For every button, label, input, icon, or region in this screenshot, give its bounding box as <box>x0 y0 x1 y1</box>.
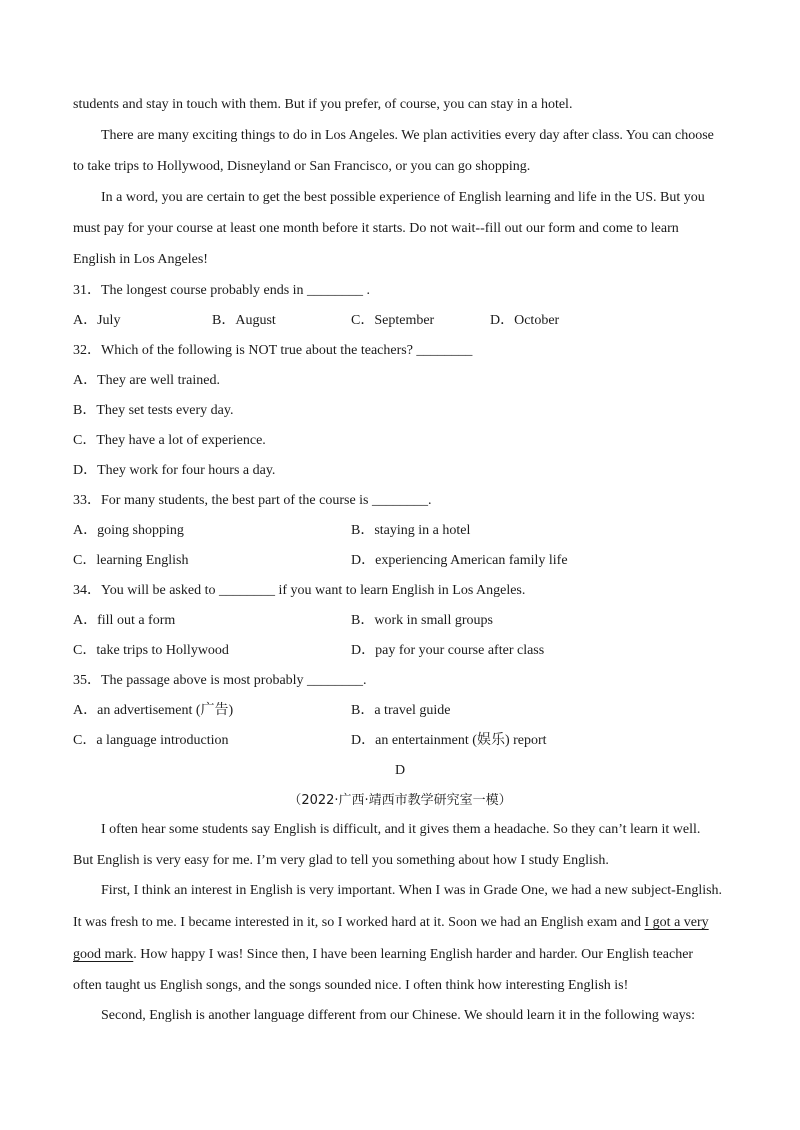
underlined-phrase: I got a very <box>644 915 709 930</box>
paragraph-line: often taught us English songs, and the songs sounded nice. I often think how interesting English is! <box>73 978 629 993</box>
question-35-stem: 35．The passage above is most probably ________. <box>73 673 367 688</box>
q32-option-a: A．They are well trained. <box>73 373 220 388</box>
paragraph-text: . How happy I was! Since then, I have been learning English harder and harder. Our English teacher <box>133 947 694 962</box>
paragraph-line: In a word, you are certain to get the best possible experience of English learning and life in the US. But you <box>101 190 705 205</box>
q33-option-d: D．experiencing American family life <box>351 553 568 568</box>
paragraph-line: I often hear some students say English is difficult, and it gives them a headache. So they can’t learn it well. <box>101 822 701 837</box>
paragraph-line: First, I think an interest in English is very important. When I was in Grade One, we had a new subject-English. <box>101 883 723 898</box>
underlined-phrase: good mark <box>73 947 134 962</box>
q31-option-d: D．October <box>490 313 560 328</box>
question-32-stem: 32．Which of the following is NOT true about the teachers? ________ <box>73 343 473 358</box>
question-34-stem: 34．You will be asked to ________ if you want to learn English in Los Angeles. <box>73 583 526 598</box>
paragraph-line: But English is very easy for me. I’m very glad to tell you something about how I study English. <box>73 853 609 868</box>
q35-option-d: D．an entertainment (娱乐) report <box>351 733 547 748</box>
q31-option-c: C．September <box>351 313 435 328</box>
paragraph-line <box>73 946 693 964</box>
q34-option-a: A．fill out a form <box>73 613 176 628</box>
q31-option-b: B．August <box>212 313 276 328</box>
q34-option-d: D．pay for your course after class <box>351 643 545 658</box>
q32-option-d: D．They work for four hours a day. <box>73 463 276 478</box>
q32-option-b: B．They set tests every day. <box>73 403 234 418</box>
paragraph-text: It was fresh to me. I became interested in it, so I worked hard at it. Soon we had an English exam and <box>73 915 645 930</box>
question-33-stem: 33．For many students, the best part of the course is ________. <box>73 493 432 508</box>
q31-option-a: A．July <box>73 313 121 328</box>
q34-option-b: B．work in small groups <box>351 613 493 628</box>
paragraph-line: must pay for your course at least one month before it starts. Do not wait--fill out our form and come to learn <box>73 221 679 236</box>
q35-option-a: A．an advertisement (广告) <box>73 703 234 718</box>
q33-option-a: A．going shopping <box>73 523 184 538</box>
q33-option-b: B．staying in a hotel <box>351 523 471 538</box>
paragraph-line: to take trips to Hollywood, Disneyland or San Francisco, or you can go shopping. <box>73 159 531 174</box>
paragraph-line: There are many exciting things to do in Los Angeles. We plan activities every day after class. You can choose <box>101 128 714 143</box>
q35-option-c: C．a language introduction <box>73 733 229 748</box>
paragraph-line: students and stay in touch with them. But if you prefer, of course, you can stay in a hotel. <box>73 97 573 112</box>
q34-option-c: C．take trips to Hollywood <box>73 643 229 658</box>
paragraph-line <box>73 914 709 932</box>
question-31-stem: 31．The longest course probably ends in ________ . <box>73 283 371 298</box>
q32-option-c: C．They have a lot of experience. <box>73 433 266 448</box>
section-source: （2022·广西·靖西市教学研究室一模） <box>288 793 512 808</box>
q33-option-c: C．learning English <box>73 553 189 568</box>
section-letter: D <box>394 763 406 778</box>
paragraph-line: Second, English is another language different from our Chinese. We should learn it in the following ways: <box>101 1008 696 1023</box>
q35-option-b: B．a travel guide <box>351 703 451 718</box>
paragraph-line: English in Los Angeles! <box>73 252 208 267</box>
